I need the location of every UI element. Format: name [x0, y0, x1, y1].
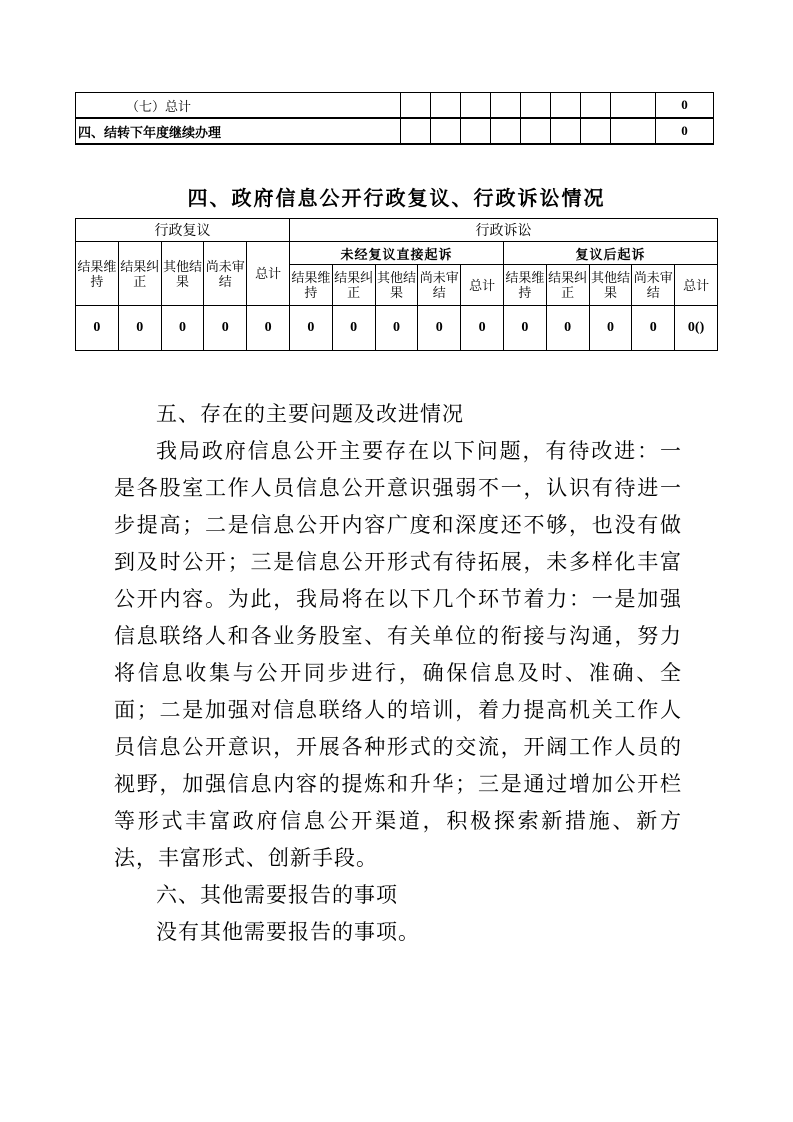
- header-cell: 其他结果: [375, 265, 418, 306]
- table-row-subtotal: [76, 93, 714, 119]
- value-cell: 0: [589, 306, 632, 351]
- header-cell-suit-after-review: 复议后起诉: [503, 242, 717, 265]
- empty-cell: [611, 93, 656, 119]
- header-cell-review: 行政复议: [76, 219, 290, 242]
- empty-cell: [431, 118, 461, 144]
- value-cell: 0: [461, 306, 504, 351]
- header-cell: 尚未审结: [632, 265, 675, 306]
- empty-cell: [431, 93, 461, 119]
- value-cell: 0: [118, 306, 161, 351]
- row-label: （七）总计: [76, 93, 401, 119]
- review-litigation-table: [75, 218, 718, 351]
- section4-title: 四、政府信息公开行政复议、行政诉讼情况: [187, 188, 606, 210]
- empty-cell: [551, 118, 581, 144]
- empty-cell: [461, 118, 491, 144]
- header-cell: 结果维持: [76, 242, 119, 306]
- empty-cell: [611, 118, 656, 144]
- empty-cell: [491, 93, 521, 119]
- value-cell: 0: [204, 306, 247, 351]
- header-cell-litigation: 行政诉讼: [289, 219, 717, 242]
- section5-title: 五、存在的主要问题及改进情况: [156, 402, 464, 426]
- row-label: 四、结转下年度继续办理: [76, 118, 401, 144]
- empty-cell: [401, 118, 431, 144]
- empty-cell: [461, 93, 491, 119]
- header-cell: 总计: [247, 242, 290, 306]
- section6-title: 六、其他需要报告的事项: [156, 883, 398, 907]
- header-cell: 其他结果: [589, 265, 632, 306]
- empty-cell: [521, 118, 551, 144]
- data-row: [76, 306, 718, 351]
- empty-cell: [401, 93, 431, 119]
- header-cell: 总计: [461, 265, 504, 306]
- header-cell: 结果维持: [503, 265, 546, 306]
- total-cell: 0: [656, 118, 714, 144]
- value-cell: 0: [632, 306, 675, 351]
- header-cell: 结果纠正: [332, 265, 375, 306]
- header-cell: 其他结果: [161, 242, 204, 306]
- header-cell: 尚未审结: [204, 242, 247, 306]
- header-cell-direct-suit: 未经复议直接起诉: [289, 242, 503, 265]
- empty-cell: [551, 93, 581, 119]
- value-cell: 0: [247, 306, 290, 351]
- value-cell: 0: [161, 306, 204, 351]
- empty-cell: [581, 93, 611, 119]
- value-cell: 0: [546, 306, 589, 351]
- value-cell: 0: [289, 306, 332, 351]
- header-cell: 总计: [675, 265, 718, 306]
- header-cell: 结果纠正: [546, 265, 589, 306]
- value-cell: 0(): [675, 306, 718, 351]
- total-cell: 0: [656, 93, 714, 119]
- empty-cell: [491, 118, 521, 144]
- value-cell: 0: [375, 306, 418, 351]
- value-cell: 0: [503, 306, 546, 351]
- subgroup-header-row: [76, 242, 718, 265]
- header-cell: 结果纠正: [118, 242, 161, 306]
- section6-paragraph: 没有其他需要报告的事项。: [156, 920, 420, 944]
- group-header-row: [76, 219, 718, 242]
- header-cell: 尚未审结: [418, 265, 461, 306]
- value-cell: 0: [76, 306, 119, 351]
- header-cell: 结果维持: [289, 265, 332, 306]
- carryover-table: [75, 92, 714, 145]
- value-cell: 0: [332, 306, 375, 351]
- body-text-block: [114, 396, 682, 951]
- section5-paragraph: 我局政府信息公开主要存在以下问题，有待改进：一是各股室工作人员信息公开意识强弱不一，认识有待进一步提高；二是信息公开内容广度和深度还不够，也没有做到及时公开；三是信息公开形式有待拓展，未多样化丰富公开内容。为此，我局将在以下几个环节着力：一是加强信息联络人和各业务股室、有关单位的衔接与沟通，努力将信息收集与公开同步进行，确保信息及时、准确、全面；二是加强对信息联络人的培训，着力提高机关工作人员信息公开意识，开展各种形式的交流，开阔工作人员的视野，加强信息内容的提炼和升华；三是通过增加公开栏等形式丰富政府信息公开渠道，积极探索新措施、新方法，丰富形式、创新手段。: [114, 439, 682, 870]
- empty-cell: [581, 118, 611, 144]
- table-row-carryover: [76, 118, 714, 144]
- value-cell: 0: [418, 306, 461, 351]
- empty-cell: [521, 93, 551, 119]
